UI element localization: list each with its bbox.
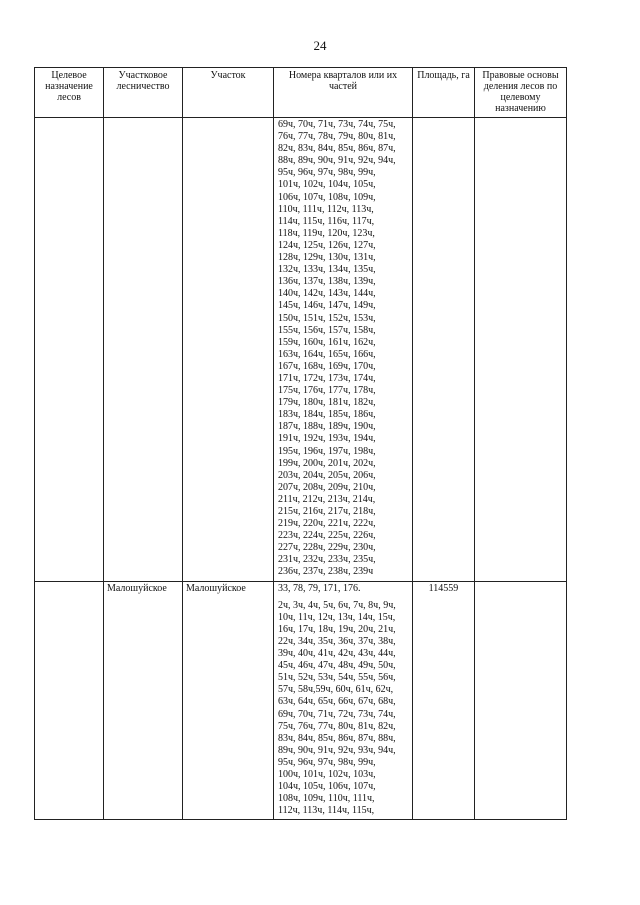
quarters-lead: 33, 78, 79, 171, 176. xyxy=(278,582,361,594)
quarters-line: 227ч, 228ч, 229ч, 230ч, xyxy=(278,542,376,554)
quarters-cell xyxy=(274,581,413,820)
quarters-line: 150ч, 151ч, 152ч, 153ч, xyxy=(278,312,376,324)
quarters-line: 195ч, 196ч, 197ч, 198ч, xyxy=(278,445,376,457)
quarters-line: 100ч, 101ч, 102ч, 103ч, xyxy=(278,768,376,780)
table-row xyxy=(35,581,567,820)
header-quarters: Номера кварталов или их частей xyxy=(274,68,413,118)
quarters-line: 69ч, 70ч, 71ч, 72ч, 73ч, 74ч, xyxy=(278,708,396,720)
quarters-line: 163ч, 164ч, 165ч, 166ч, xyxy=(278,348,376,360)
area-cell: 114559 xyxy=(413,581,475,820)
quarters-list xyxy=(278,600,409,818)
header-legal-basis: Правовые основы деления лесов по целевому назначению xyxy=(475,68,567,118)
quarters-line: 124ч, 125ч, 126ч, 127ч, xyxy=(278,239,376,251)
quarters-line: 76ч, 77ч, 78ч, 79ч, 80ч, 81ч, xyxy=(278,131,396,143)
legal-basis-cell xyxy=(475,581,567,820)
quarters-line: 106ч, 107ч, 108ч, 109ч, xyxy=(278,191,376,203)
quarters-line: 128ч, 129ч, 130ч, 131ч, xyxy=(278,252,376,264)
quarters-line: 187ч, 188ч, 189ч, 190ч, xyxy=(278,421,376,433)
header-forestry: Участковое лесничество xyxy=(104,68,183,118)
quarters-line: 223ч, 224ч, 225ч, 226ч, xyxy=(278,530,376,542)
area-cell xyxy=(413,118,475,582)
quarters-line: 39ч, 40ч, 41ч, 42ч, 43ч, 44ч, xyxy=(278,648,396,660)
quarters-line: 114ч, 115ч, 116ч, 117ч, xyxy=(278,215,375,227)
quarters-line: 10ч, 11ч, 12ч, 13ч, 14ч, 15ч, xyxy=(278,611,396,623)
quarters-line: 57ч, 58ч,59ч, 60ч, 61ч, 62ч, xyxy=(278,684,394,696)
quarters-line: 236ч, 237ч, 238ч, 239ч xyxy=(278,566,374,578)
quarters-line: 75ч, 76ч, 77ч, 80ч, 81ч, 82ч, xyxy=(278,720,396,732)
quarters-line: 88ч, 89ч, 90ч, 91ч, 92ч, 94ч, xyxy=(278,155,396,167)
quarters-line: 155ч, 156ч, 157ч, 158ч, xyxy=(278,324,376,336)
header-area: Площадь, га xyxy=(413,68,475,118)
quarters-line: 95ч, 96ч, 97ч, 98ч, 99ч, xyxy=(278,167,376,179)
quarters-line: 118ч, 119ч, 120ч, 123ч, xyxy=(278,227,375,239)
quarters-line: 140ч, 142ч, 143ч, 144ч, xyxy=(278,288,376,300)
quarters-line: 211ч, 212ч, 213ч, 214ч, xyxy=(278,493,376,505)
quarters-line: 69ч, 70ч, 71ч, 73ч, 74ч, 75ч, xyxy=(278,119,396,130)
header-purpose: Целевое назначение лесов xyxy=(35,68,104,118)
quarters-line: 159ч, 160ч, 161ч, 162ч, xyxy=(278,336,376,348)
quarters-line: 203ч, 204ч, 205ч, 206ч, xyxy=(278,469,376,481)
quarters-line: 83ч, 84ч, 85ч, 86ч, 87ч, 88ч, xyxy=(278,732,396,744)
quarters-line: 95ч, 96ч, 97ч, 98ч, 99ч, xyxy=(278,756,376,768)
site-cell xyxy=(183,118,274,582)
quarters-line: 22ч, 34ч, 35ч, 36ч, 37ч, 38ч, xyxy=(278,635,396,647)
quarters-line: 16ч, 17ч, 18ч, 19ч, 20ч, 21ч, xyxy=(278,623,396,635)
quarters-line: 108ч, 109ч, 110ч, 111ч, xyxy=(278,793,375,805)
quarters-line: 136ч, 137ч, 138ч, 139ч, xyxy=(278,276,376,288)
quarters-line: 175ч, 176ч, 177ч, 178ч, xyxy=(278,385,376,397)
forest-division-table xyxy=(34,67,567,820)
quarters-line: 63ч, 64ч, 65ч, 66ч, 67ч, 68ч, xyxy=(278,696,396,708)
quarters-line: 104ч, 105ч, 106ч, 107ч, xyxy=(278,781,376,793)
purpose-cell xyxy=(35,118,104,582)
quarters-line: 215ч, 216ч, 217ч, 218ч, xyxy=(278,506,376,517)
quarters-line: 171ч, 172ч, 173ч, 174ч, xyxy=(278,372,376,384)
quarters-cell xyxy=(274,118,413,582)
quarters-line: 207ч, 208ч, 209ч, 210ч, xyxy=(278,481,376,493)
quarters-line: 183ч, 184ч, 185ч, 186ч, xyxy=(278,409,376,421)
quarters-line: 110ч, 111ч, 112ч, 113ч, xyxy=(278,203,374,215)
site-cell: Малошуйское xyxy=(183,581,274,820)
forestry-cell xyxy=(104,118,183,582)
quarters-line: 145ч, 146ч, 147ч, 149ч, xyxy=(278,300,376,312)
quarters-line: 132ч, 133ч, 134ч, 135ч, xyxy=(278,264,376,276)
purpose-cell xyxy=(35,581,104,820)
quarters-line: 191ч, 192ч, 193ч, 194ч, xyxy=(278,433,376,445)
quarters-line: 45ч, 46ч, 47ч, 48ч, 49ч, 50ч, xyxy=(278,660,396,672)
quarters-line: 179ч, 180ч, 181ч, 182ч, xyxy=(278,397,376,409)
forestry-cell: Малошуйское xyxy=(104,581,183,820)
table-row xyxy=(35,118,567,582)
quarters-line: 167ч, 168ч, 169ч, 170ч, xyxy=(278,360,376,372)
quarters-line: 101ч, 102ч, 104ч, 105ч, xyxy=(278,179,376,191)
quarters-line: 231ч, 232ч, 233ч, 235ч, xyxy=(278,554,376,566)
table-header-row xyxy=(35,68,567,118)
quarters-line: 199ч, 200ч, 201ч, 202ч, xyxy=(278,457,376,469)
quarters-line: 219ч, 220ч, 221ч, 222ч, xyxy=(278,518,376,530)
quarters-line: 51ч, 52ч, 53ч, 54ч, 55ч, 56ч, xyxy=(278,672,396,684)
legal-basis-cell xyxy=(475,118,567,582)
quarters-line: 112ч, 113ч, 114ч, 115ч, xyxy=(278,805,375,817)
quarters-line: 82ч, 83ч, 84ч, 85ч, 86ч, 87ч, xyxy=(278,143,396,155)
quarters-line: 89ч, 90ч, 91ч, 92ч, 93ч, 94ч, xyxy=(278,744,396,756)
header-site: Участок xyxy=(183,68,274,118)
quarters-line: 2ч, 3ч, 4ч, 5ч, 6ч, 7ч, 8ч, 9ч, xyxy=(278,599,396,611)
quarters-list xyxy=(278,119,409,579)
page-number: 24 xyxy=(313,38,327,53)
